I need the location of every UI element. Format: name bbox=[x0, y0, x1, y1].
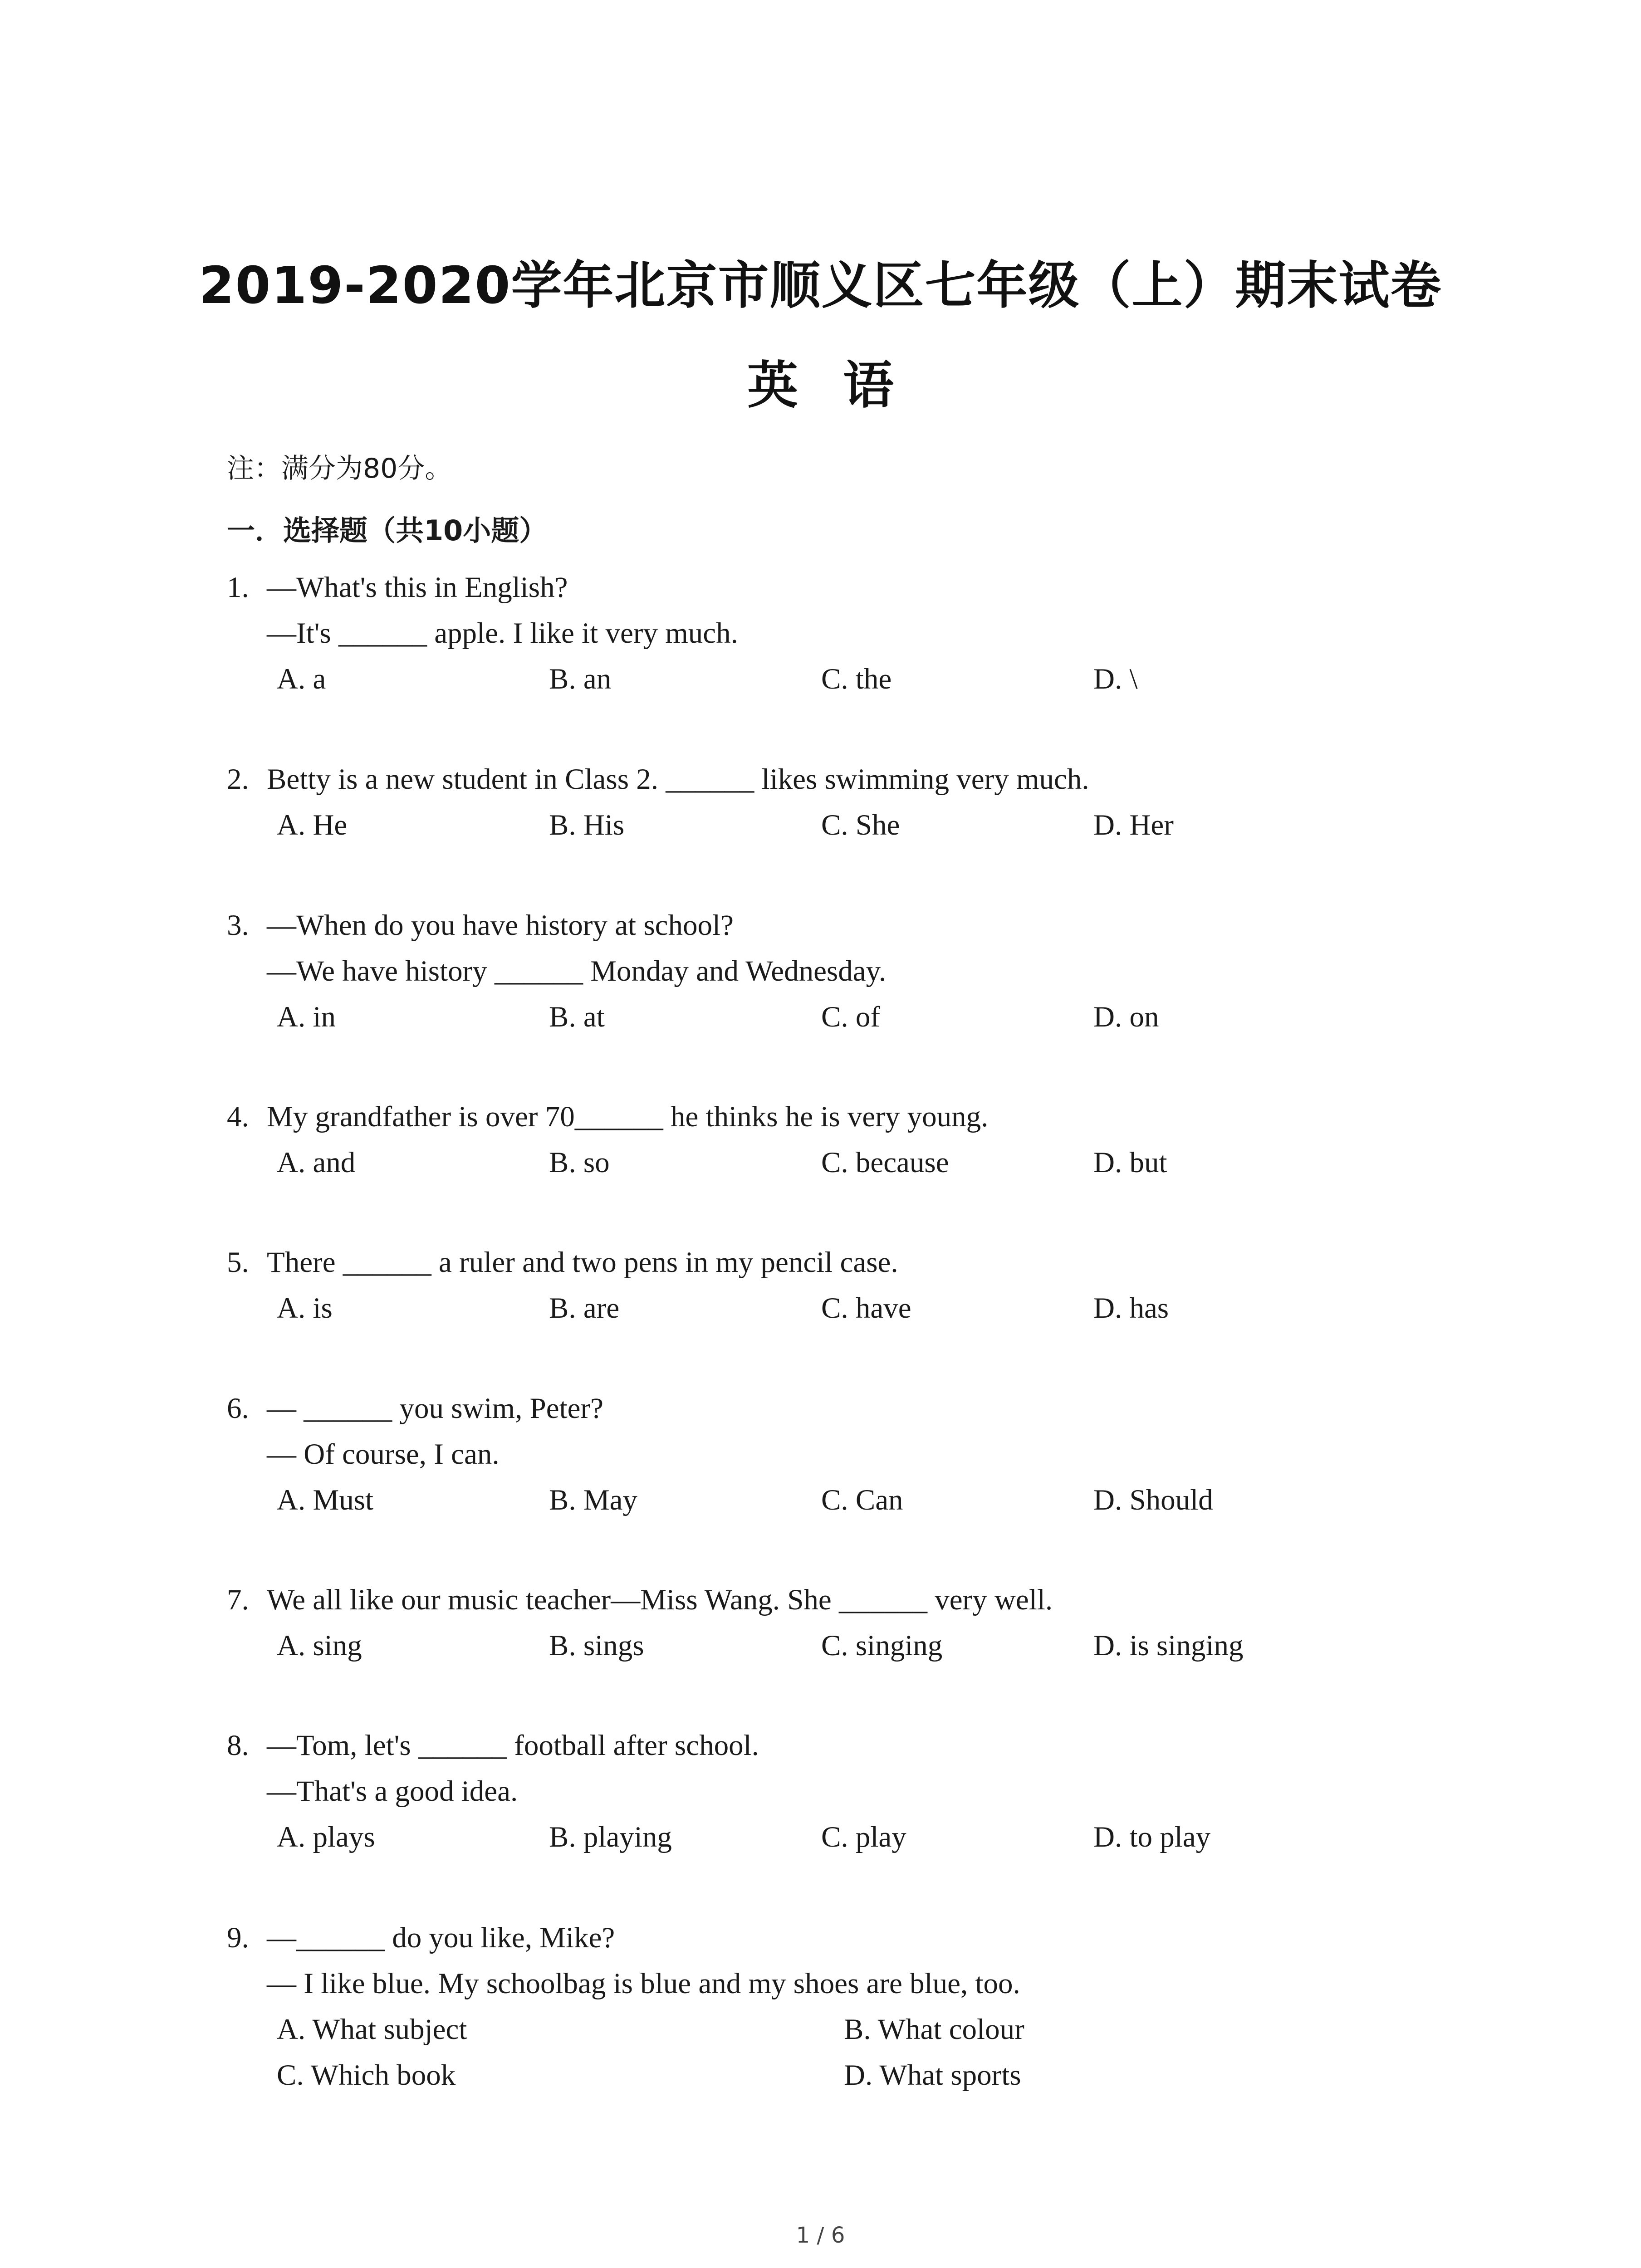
question-text: —It's ______ apple. I like it very much. bbox=[267, 617, 738, 650]
question-number: 9. bbox=[227, 1921, 249, 1954]
question-text: We all like our music teacher—Miss Wang. She ______ very well. bbox=[267, 1584, 1053, 1616]
question-text: —Tom, let's ______ football after school. bbox=[267, 1729, 759, 1762]
option-b: B. are bbox=[549, 1292, 620, 1325]
option-c: C. singing bbox=[821, 1629, 943, 1662]
section-heading: 一．选择题（共10小题） bbox=[227, 514, 548, 547]
question-text: My grandfather is over 70______ he thinks he is very young. bbox=[267, 1100, 989, 1133]
option-d: D. is singing bbox=[1093, 1629, 1244, 1662]
option-d: D. on bbox=[1093, 1001, 1159, 1033]
option-c: C. Can bbox=[821, 1484, 903, 1516]
option-a: A. What subject bbox=[277, 2013, 467, 2046]
question-number: 2. bbox=[227, 763, 249, 796]
option-a: A. is bbox=[277, 1292, 333, 1325]
option-b: B. What colour bbox=[844, 2013, 1024, 2046]
option-a: A. sing bbox=[277, 1629, 362, 1662]
option-a: A. plays bbox=[277, 1821, 375, 1853]
option-c: C. have bbox=[821, 1292, 911, 1325]
question-text: — ______ you swim, Peter? bbox=[267, 1392, 604, 1425]
option-b: B. May bbox=[549, 1484, 637, 1516]
question-text: —We have history ______ Monday and Wednesday. bbox=[267, 955, 887, 987]
question-text: —______ do you like, Mike? bbox=[267, 1921, 615, 1954]
question-3 bbox=[227, 903, 1588, 1040]
question-text: Betty is a new student in Class 2. ______ likes swimming very much. bbox=[267, 763, 1089, 796]
question-number: 4. bbox=[227, 1100, 249, 1133]
question-text: There ______ a ruler and two pens in my pencil case. bbox=[267, 1246, 898, 1279]
option-d: D. What sports bbox=[844, 2059, 1021, 2092]
option-b: B. playing bbox=[549, 1821, 672, 1853]
question-9 bbox=[227, 1915, 1588, 2098]
question-number: 1. bbox=[227, 571, 249, 604]
option-d: D. \ bbox=[1093, 663, 1138, 695]
question-7 bbox=[227, 1577, 1588, 1669]
option-d: D. Should bbox=[1093, 1484, 1213, 1516]
option-c: C. the bbox=[821, 663, 892, 695]
question-text: — I like blue. My schoolbag is blue and my shoes are blue, too. bbox=[267, 1967, 1020, 2000]
page-number: 1 / 6 bbox=[796, 2223, 845, 2248]
question-text: —What's this in English? bbox=[267, 571, 568, 604]
question-2 bbox=[227, 757, 1588, 848]
question-8 bbox=[227, 1723, 1588, 1860]
question-number: 3. bbox=[227, 909, 249, 942]
option-b: B. sings bbox=[549, 1629, 644, 1662]
option-d: D. but bbox=[1093, 1146, 1167, 1179]
option-c: C. because bbox=[821, 1146, 949, 1179]
option-a: A. and bbox=[277, 1146, 356, 1179]
option-a: A. He bbox=[277, 809, 348, 841]
option-d: D. to play bbox=[1093, 1821, 1211, 1853]
option-a: A. Must bbox=[277, 1484, 374, 1516]
question-6 bbox=[227, 1386, 1588, 1523]
option-c: C. of bbox=[821, 1001, 880, 1033]
question-text: —When do you have history at school? bbox=[267, 909, 734, 942]
option-b: B. so bbox=[549, 1146, 610, 1179]
option-a: A. in bbox=[277, 1001, 336, 1033]
question-5 bbox=[227, 1240, 1588, 1331]
question-text: — Of course, I can. bbox=[267, 1438, 500, 1471]
option-d: D. has bbox=[1093, 1292, 1169, 1325]
score-note: 注：满分为80分。 bbox=[227, 453, 452, 484]
option-c: C. She bbox=[821, 809, 900, 841]
option-b: B. an bbox=[549, 663, 612, 695]
question-number: 5. bbox=[227, 1246, 249, 1279]
question-number: 6. bbox=[227, 1392, 249, 1425]
subject-title: 英 语 bbox=[747, 356, 894, 415]
option-a: A. a bbox=[277, 663, 326, 695]
option-c: C. Which book bbox=[277, 2059, 456, 2092]
option-c: C. play bbox=[821, 1821, 906, 1853]
question-number: 8. bbox=[227, 1729, 249, 1762]
question-number: 7. bbox=[227, 1584, 249, 1616]
option-b: B. His bbox=[549, 809, 625, 841]
question-text: —That's a good idea. bbox=[267, 1775, 518, 1808]
exam-title: 2019-2020学年北京市顺义区七年级（上）期末试卷 bbox=[199, 256, 1442, 315]
question-4 bbox=[227, 1094, 1588, 1186]
option-b: B. at bbox=[549, 1001, 605, 1033]
question-1 bbox=[227, 565, 1588, 702]
option-d: D. Her bbox=[1093, 809, 1174, 841]
